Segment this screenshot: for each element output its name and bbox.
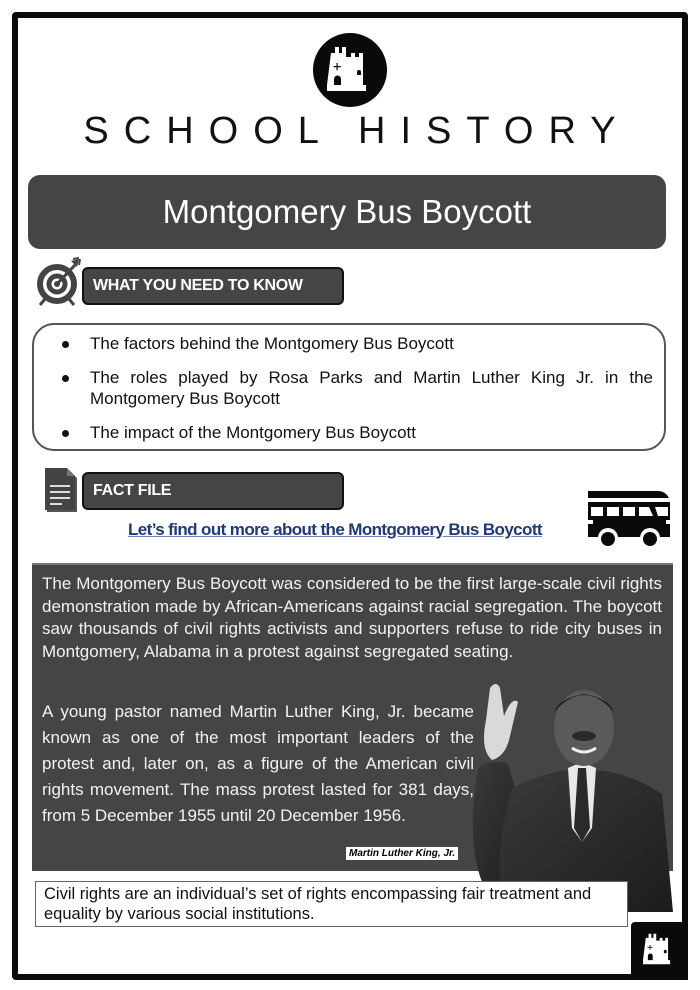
fact-paragraph-1: The Montgomery Bus Boycott was considered to be the first large-scale civil rights demonstration made by African-Americans against racial segregation. The boycott saw thousands of civil rights activists and supporters refuse to ride city buses in Montgomery, Alabama in a protest against segregated seating. <box>42 574 662 661</box>
image-caption: Martin Luther King, Jr. <box>346 847 458 860</box>
page-title: Montgomery Bus Boycott <box>28 175 666 249</box>
need-to-know-box <box>32 323 666 451</box>
list-item: The impact of the Montgomery Bus Boycott <box>58 422 653 443</box>
list-item: The roles played by Rosa Parks and Martin Luther King Jr. in the Montgomery Bus Boycott <box>58 367 653 409</box>
fact-file-heading: FACT FILE <box>82 472 344 510</box>
document-icon <box>44 467 80 520</box>
bus-icon <box>588 491 672 556</box>
fact-file-link[interactable]: Let’s find out more about the Montgomery Bus Boycott <box>128 520 542 539</box>
brand-name: SCHOOL HISTORY <box>83 110 631 152</box>
need-to-know-heading: WHAT YOU NEED TO KNOW <box>82 267 344 305</box>
list-item: The factors behind the Montgomery Bus Boycott <box>58 333 653 354</box>
portrait-image <box>472 668 673 912</box>
castle-icon <box>327 45 373 93</box>
school-history-logo <box>313 33 387 107</box>
target-icon <box>35 257 83 312</box>
fact-paragraph-2: A young pastor named Martin Luther King, Jr. became known as one of the most important leaders of the protest and, later on, as a figure of the American civil rights movement. The mass protest lasted for 381 days, from 5 December 1955 until 20 December 1956. <box>42 702 474 825</box>
corner-logo <box>631 922 688 980</box>
need-to-know-list <box>58 333 653 456</box>
definition-box: Civil rights are an individual’s set of rights encompassing fair treatment and equality by various social institutions. <box>35 881 628 927</box>
castle-icon <box>643 932 675 966</box>
